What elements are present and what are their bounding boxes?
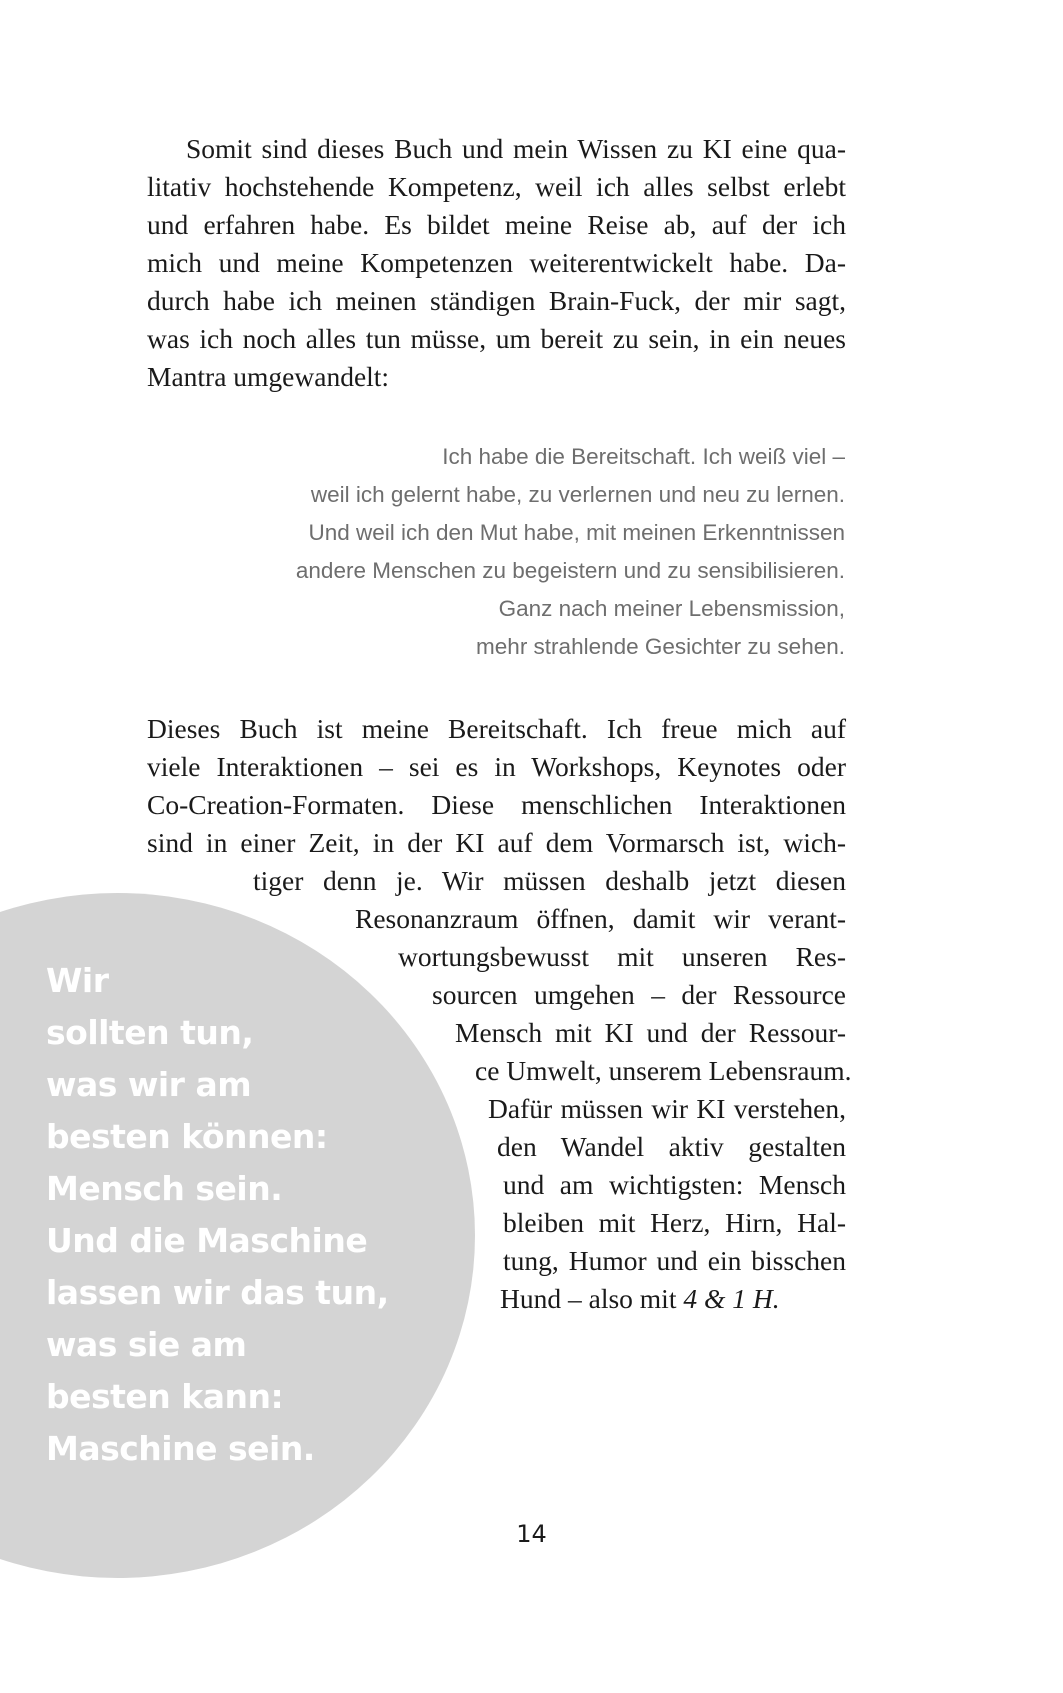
- mantra-line: weil ich gelernt habe, zu verlernen und neu zu lernen.: [310, 482, 845, 507]
- text-line: den Wandel aktiv gestalten: [497, 1131, 846, 1162]
- text-line: ce Umwelt, unserem Lebensraum.: [475, 1055, 852, 1086]
- text-line: Mantra umgewandelt:: [147, 361, 390, 392]
- text-line: Dieses Buch ist meine Bereitschaft. Ich freue mich auf: [147, 713, 846, 744]
- text-line: viele Interaktionen – sei es in Workshops, Keynotes oder: [147, 751, 846, 782]
- text-line: litativ hochstehende Kompetenz, weil ich alles selbst erlebt: [147, 171, 846, 202]
- page-number: 14: [516, 1520, 547, 1548]
- text-line: was ich noch alles tun müsse, um bereit zu sein, in ein neues: [147, 323, 846, 354]
- quote-line: Mensch sein.: [46, 1169, 283, 1208]
- mantra-line: Ich habe die Bereitschaft. Ich weiß viel –: [442, 444, 845, 469]
- quote-line: was sie am: [46, 1325, 247, 1364]
- mantra-line: Ganz nach meiner Lebensmission,: [498, 596, 845, 621]
- text-line: Co-Creation-Formaten. Diese menschlichen Interaktionen: [147, 789, 846, 820]
- text-line: Mensch mit KI und der Ressour-: [455, 1017, 846, 1048]
- text-line: wortungsbewusst mit unseren Res-: [398, 941, 846, 972]
- mantra-line: andere Menschen zu begeistern und zu sensibilisieren.: [295, 558, 845, 583]
- quote-line: Wir: [46, 961, 109, 1000]
- quote-line: besten können:: [46, 1117, 328, 1156]
- text-line: und erfahren habe. Es bildet meine Reise ab, auf der ich: [147, 209, 846, 240]
- final-line-text: Hund – also mit: [500, 1283, 684, 1314]
- text-line: Dafür müssen wir KI verstehen,: [488, 1093, 846, 1124]
- quote-line: was wir am: [46, 1065, 252, 1104]
- text-line: mich und meine Kompetenzen weiterentwickelt habe. Da-: [147, 247, 846, 278]
- text-line: sourcen umgehen – der Ressource: [432, 979, 846, 1010]
- mantra-line: mehr strahlende Gesichter zu sehen.: [476, 634, 845, 659]
- text-line: tiger denn je. Wir müssen deshalb jetzt diesen: [253, 865, 846, 896]
- text-line: durch habe ich meinen ständigen Brain-Fuck, der mir sagt,: [147, 285, 846, 316]
- text-line: tung, Humor und ein bisschen: [503, 1245, 846, 1276]
- text-line: bleiben mit Herz, Hirn, Hal-: [503, 1207, 846, 1238]
- quote-line: lassen wir das tun,: [46, 1273, 389, 1312]
- text-line: und am wichtigsten: Mensch: [503, 1169, 846, 1200]
- quote-line: Und die Maschine: [46, 1221, 368, 1260]
- text-line-final: [500, 1280, 780, 1318]
- four-and-one-h: 4 & 1 H.: [683, 1283, 780, 1314]
- text-line: sind in einer Zeit, in der KI auf dem Vormarsch ist, wich-: [147, 827, 846, 858]
- quote-line: Maschine sein.: [46, 1429, 315, 1468]
- mantra-line: Und weil ich den Mut habe, mit meinen Erkenntnissen: [308, 520, 845, 545]
- quote-line: sollten tun,: [46, 1013, 254, 1052]
- text-line: Somit sind dieses Buch und mein Wissen zu KI eine qua-: [186, 133, 846, 164]
- quote-line: besten kann:: [46, 1377, 284, 1416]
- text-line: Resonanzraum öffnen, damit wir verant-: [355, 903, 846, 934]
